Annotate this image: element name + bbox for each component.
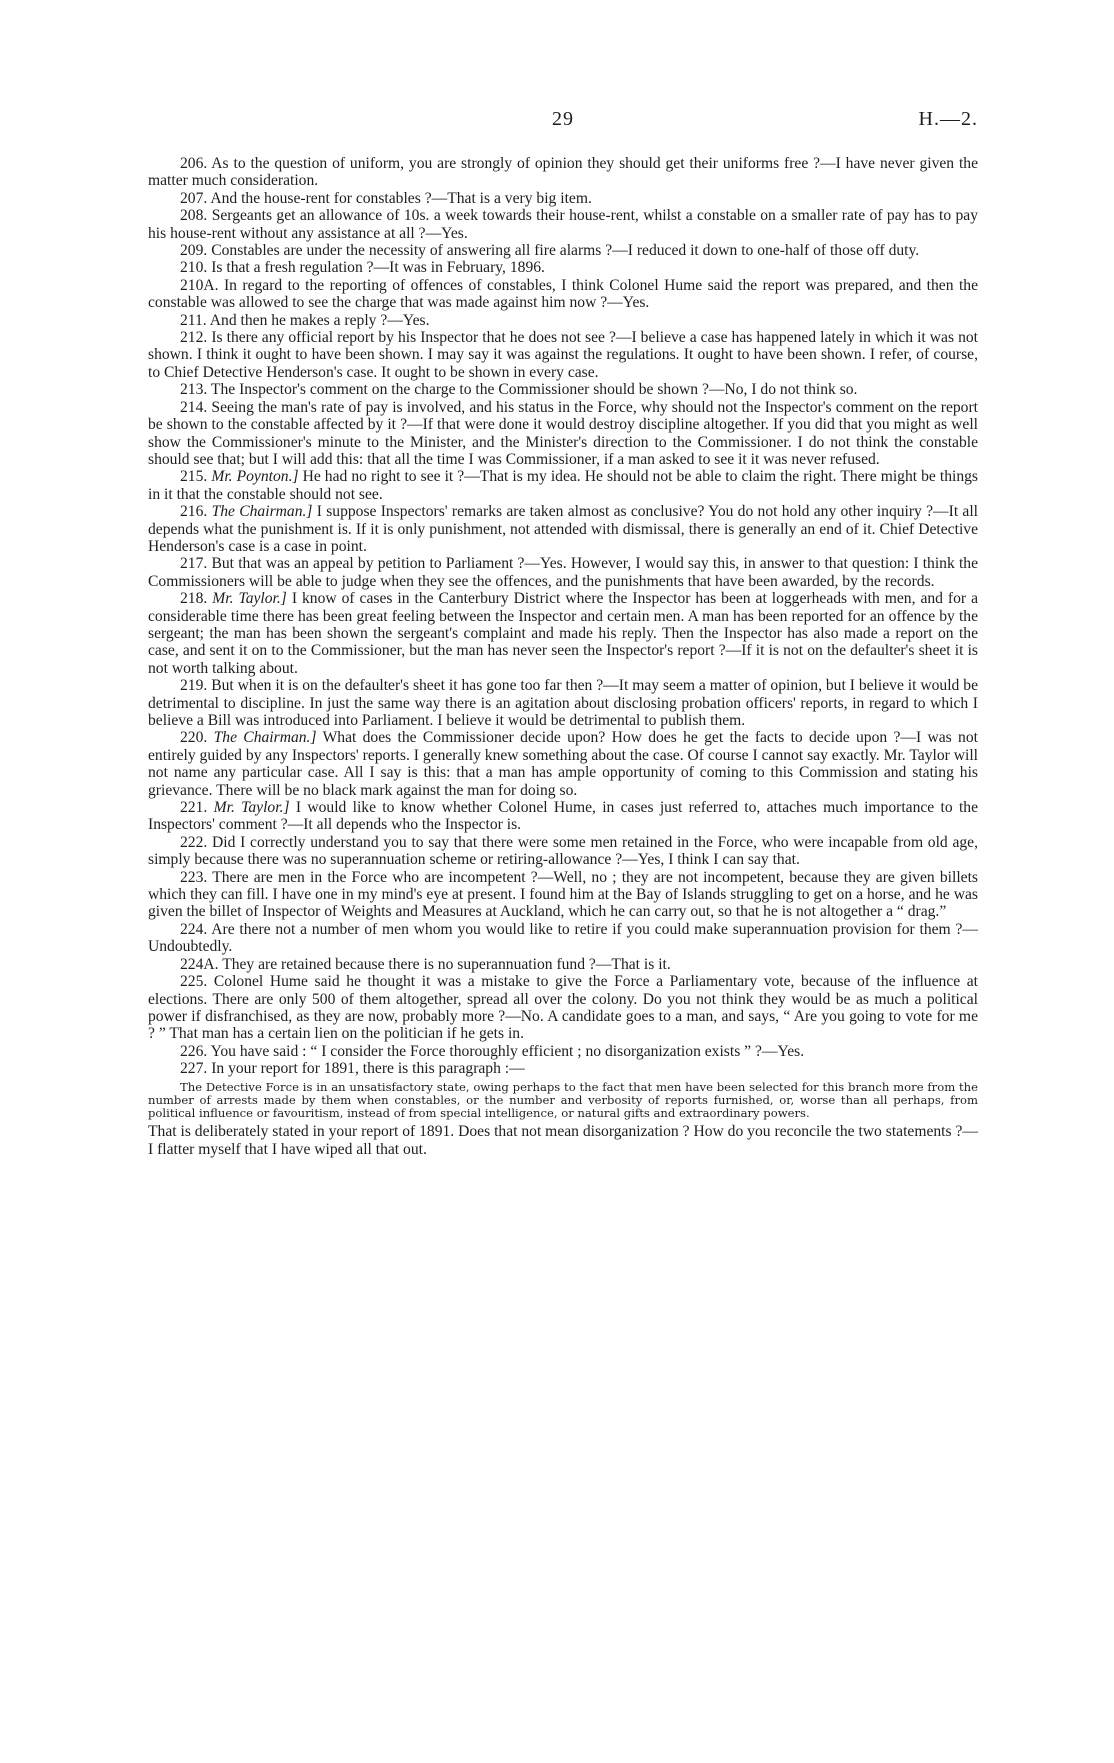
question-number: 211. (180, 311, 207, 329)
question-number: 224A. (180, 955, 219, 973)
paragraph-220 (148, 729, 978, 799)
question-number: 213. (180, 381, 208, 399)
paragraph-218 (148, 590, 978, 677)
paragraph-206 (148, 155, 978, 190)
paragraph-221 (148, 799, 978, 834)
question-number: 217. (180, 555, 208, 573)
paragraph-text: Sergeants get an allowance of 10s. a week towards their house-rent, whilst a constable on a smaller rate of pay has to pay his house-rent without any assistance at all ?—Yes. (148, 207, 979, 242)
question-number: 222. (180, 833, 208, 851)
speaker-name: The Chairman.] (213, 729, 317, 747)
question-number: 224. (180, 920, 208, 938)
paragraph-text: I would like to know whether Colonel Hume, in cases just referred to, attaches much importance to the Inspectors' comment ?—It all depends who the Inspector is. (148, 799, 978, 834)
paragraph-text: And then he makes a reply ?—Yes. (209, 311, 430, 329)
speaker-name: Mr. Taylor.] (213, 799, 290, 817)
speaker-name: Mr. Taylor.] (212, 590, 287, 608)
speaker-name: The Chairman.] (211, 503, 313, 521)
paragraph-210a (148, 277, 978, 312)
question-number: 221. (180, 799, 208, 817)
paragraph-224 (148, 921, 978, 956)
paragraph-226 (148, 1043, 978, 1060)
paragraph-217 (148, 555, 978, 590)
page-number: 29 (552, 108, 574, 130)
paragraph-211 (148, 312, 978, 329)
question-number: 216. (180, 503, 208, 521)
paragraph-text: I know of cases in the Canterbury District where the Inspector has been at loggerheads with men, and for a considerable time there has been great feeling between the Inspector and certain men. A man has been reported for an offence by the sergeant; the man has been shown the sergeant's complaint and made his reply. Then the Inspector has also made a report on the case, and sent it on to the Commissioner, but the man has never seen the Inspector's report ?—If it is not on the defaulter's sheet it is not worth talking about. (148, 590, 978, 677)
question-number: 209. (180, 242, 208, 260)
page-header (148, 108, 978, 140)
paragraph-text: Is that a fresh regulation ?—It was in February, 1896. (211, 259, 545, 277)
question-number: 215. (180, 468, 208, 486)
paragraph-223 (148, 869, 978, 921)
question-number: 212. (180, 329, 208, 347)
paragraph-text: Colonel Hume said he thought it was a mistake to give the Force a Parliamentary vote, because of the influence at elections. There are only 500 of them altogether, spread all over the colony. Do you not think they would be as much a political power if disfranchised, as they are now, probably more ?—No. A candidate goes to a man, and says, “ Are you going to vote for me ? ” That man has a certain lien on the politician if he gets in. (148, 973, 978, 1043)
paragraph-text: There are men in the Force who are incompetent ?—Well, no ; they are not incompetent, because they are given billets which they can fill. I have one in my mind's eye at present. I found him at the Bay of Islands struggling to get on a horse, and he was given the billet of Inspector of Weights and Measures at Auckland, which he can carry out, so that he is not altogether a “ drag.” (148, 868, 978, 921)
closing-paragraph: That is deliberately stated in your report of 1891. Does that not mean disorganization ? How do you reconcile the two statements ?—I flatter myself that I have wiped all that out. (148, 1123, 978, 1158)
paragraph-216 (148, 503, 978, 555)
paragraph-text: But when it is on the defaulter's sheet it has gone too far then ?—It may seem a matter of opinion, but I believe it would be detrimental to discipline. In just the same way there is an agitation about disclosing probation officers' reports, in regard to which I believe a Bill was introduced into Parliament. I believe it would be detrimental to publish them. (148, 677, 978, 729)
paragraph-text: They are retained because there is no superannuation fund ?—That is it. (222, 955, 671, 973)
paragraph-224a (148, 956, 978, 973)
paragraph-text: What does the Commissioner decide upon? How does he get the facts to decide upon ?—I was not entirely guided by any Inspectors' reports. I generally knew something about the case. Of course I cannot say exactly. Mr. Taylor will not name any particular case. All I say is this: that a man has ample opportunity of coming to this Commission and stating his grievance. There will be no black mark against the man for doing so. (148, 729, 978, 799)
question-number: 225. (180, 973, 208, 991)
paragraph-text: You have said : “ I consider the Force thoroughly efficient ; no disorganization exists ” ?—Yes. (210, 1042, 805, 1060)
question-number: 218. (180, 590, 208, 608)
paragraph-209 (148, 242, 978, 259)
question-number: 223. (180, 868, 208, 886)
paragraph-text: In regard to the reporting of offences of constables, I think Colonel Hume said the report was prepared, and then the constable was allowed to see the charge that was made against him now ?—Yes. (148, 276, 978, 312)
question-number: 210A. (180, 276, 219, 294)
document-body (148, 155, 978, 1158)
paragraph-text: He had no right to see it ?—That is my idea. He should not be able to claim the right. There might be things in it that the constable should not see. (148, 468, 979, 503)
question-number: 214. (180, 398, 208, 416)
paragraph-text: Constables are under the necessity of answering all fire alarms ?—I reduced it down to one-half of those off duty. (211, 242, 920, 260)
paragraph-text: And the house-rent for constables ?—That is a very big item. (210, 189, 592, 207)
paragraph-227 (148, 1060, 978, 1077)
paragraph-text: Are there not a number of men whom you would like to retire if you could make superannuation provision for them ?—Undoubtedly. (148, 920, 978, 956)
paragraph-text: Did I correctly understand you to say that there were some men retained in the Force, who were incapable from old age, simply because there was no superannuation scheme or retiring-allowance ?—Yes, I think I can say that. (148, 833, 978, 869)
paragraph-text: Is there any official report by his Inspector that he does not see ?—I believe a case has happened lately in which it was not shown. I think it ought to have been shown. I may say it was against the regulations. It ought to have been shown. I refer, of course, to Chief Detective Henderson's case. It ought to be shown in every case. (148, 329, 978, 381)
question-number: 208. (180, 207, 208, 225)
paragraph-212 (148, 329, 978, 381)
paragraph-215 (148, 468, 978, 503)
question-number: 206. (180, 155, 208, 172)
paragraph-text: As to the question of uniform, you are strongly of opinion they should get their uniforms free ?—I have never given the matter much consideration. (148, 155, 978, 190)
question-number: 207. (180, 189, 208, 207)
paragraph-text: But that was an appeal by petition to Parliament ?—Yes. However, I would say this, in answer to that question: I think the Commissioners will be able to judge when they see the offences, and the punishments that have been awarded, by the records. (148, 555, 978, 590)
document-reference: H.—2. (918, 108, 978, 130)
paragraph-text: I suppose Inspectors' remarks are taken almost as conclusive? You do not hold any other inquiry ?—It all depends what the punishment is. If it is only punishment, not attended with dismissal, there is generally an end of it. Chief Detective Henderson's case is a case in point. (148, 503, 979, 555)
paragraph-text: The Inspector's comment on the charge to the Commissioner should be shown ?—No, I do not think so. (210, 381, 858, 399)
question-number: 219. (180, 677, 208, 695)
speaker-name: Mr. Poynton.] (211, 468, 299, 486)
paragraph-208 (148, 207, 978, 242)
paragraph-207 (148, 190, 978, 207)
paragraph-214 (148, 399, 978, 469)
paragraph-225 (148, 973, 978, 1043)
quoted-report-paragraph: The Detective Force is in an unsatisfactory state, owing perhaps to the fact that men have been selected for this branch more from the number of arrests made by them when constables, or the number and verbosity of reports furnished, or, worse than all perhaps, from political influence or favouritism, instead of from special intelligence, or natural gifts and extraordinary powers. (148, 1079, 978, 1120)
question-number: 226. (180, 1042, 208, 1060)
paragraph-text: In your report for 1891, there is this paragraph :— (211, 1060, 525, 1078)
question-number: 227. (180, 1060, 208, 1078)
paragraph-213 (148, 381, 978, 398)
paragraph-219 (148, 677, 978, 729)
paragraph-text: Seeing the man's rate of pay is involved, and his status in the Force, why should not the Inspector's comment on the report be shown to the constable affected by it ?—If that were done it would destroy discipline altogether. If you did that you might as well show the Commissioner's minute to the Minister, and the Minister's direction to the Commissioner. I do not think the constable should see that; but I will add this: that all the time I was Commissioner, if a man asked to see it it was never refused. (148, 398, 978, 468)
paragraph-222 (148, 834, 978, 869)
paragraph-210 (148, 259, 978, 276)
question-number: 210. (180, 259, 208, 277)
question-number: 220. (180, 729, 208, 747)
